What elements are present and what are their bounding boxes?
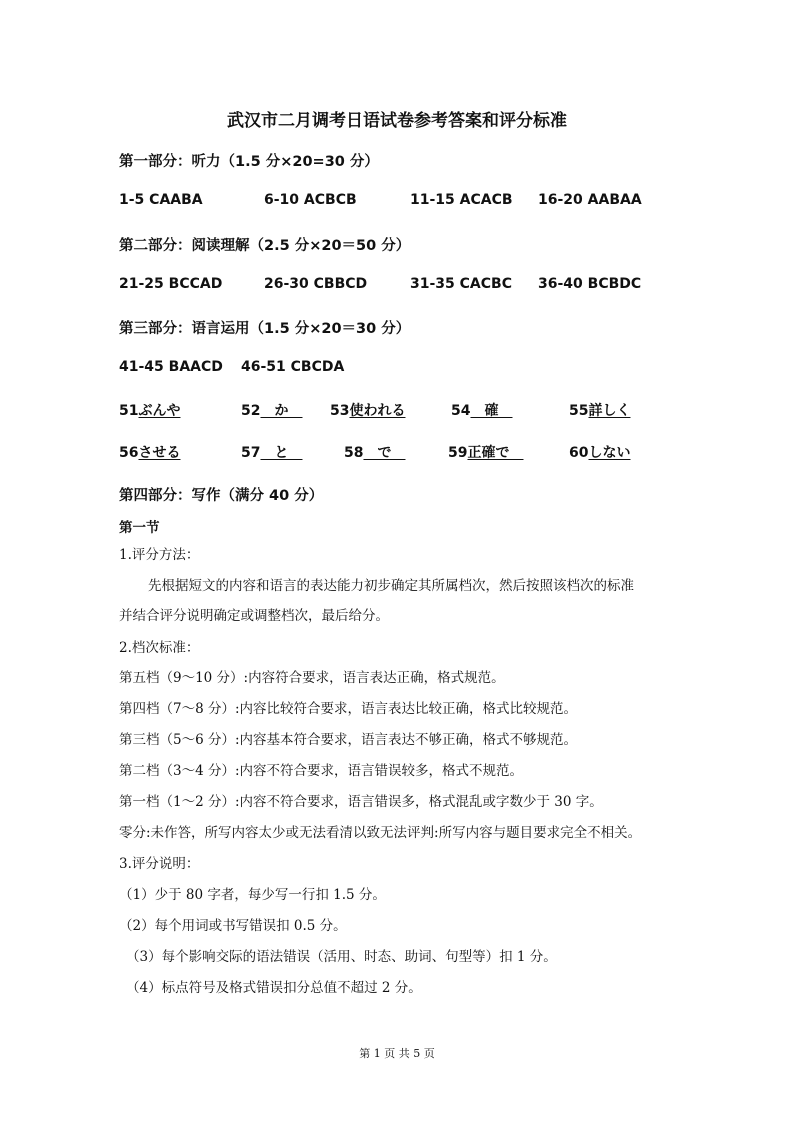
method-text: 并结合评分说明确定或调整档次，最后给分。 (119, 608, 389, 624)
grade-line: 第四档（7～8 分）:内容比较符合要求，语言表达比较正确，格式比较规范。 (119, 701, 578, 717)
fill-answer: 53使われる (330, 403, 406, 419)
answer-group: 1-5 CAABA (119, 192, 203, 208)
grade-line: 第二档（3～4 分）:内容不符合要求，语言错误较多，格式不规范。 (119, 763, 524, 779)
section-heading: 第一节 (119, 520, 160, 536)
method-title: 1.评分方法： (119, 547, 200, 563)
answer-group: 11-15 ACACB (410, 192, 513, 208)
fill-answer: 52 か (241, 403, 303, 419)
answer-group: 46-51 CBCDA (241, 359, 345, 375)
part1-heading: 第一部分：听力（1.5 分×20=30 分） (119, 154, 379, 170)
answer-group: 26-30 CBBCD (264, 276, 368, 292)
note-line: （3）每个影响交际的语法错误（活用、时态、助词、句型等）扣 1 分。 (126, 949, 557, 965)
page-number: 第 1 页 共 5 页 (359, 1047, 435, 1060)
grade-line: 第五档（9～10 分）:内容符合要求，语言表达正确，格式规范。 (119, 670, 505, 686)
answer-group: 31-35 CACBC (410, 276, 512, 292)
note-line: （2）每个用词或书写错误扣 0.5 分。 (119, 918, 347, 934)
notes-title: 3.评分说明： (119, 856, 200, 872)
grades-title: 2.档次标准： (119, 640, 200, 656)
fill-answer: 60しない (569, 445, 631, 461)
fill-answer: 57 と (241, 445, 303, 461)
note-line: （1）少于 80 字者，每少写一行扣 1.5 分。 (119, 887, 386, 903)
answer-group: 16-20 AABAA (538, 192, 642, 208)
note-line: （4）标点符号及格式错误扣分总值不超过 2 分。 (126, 980, 422, 996)
answer-group: 21-25 BCCAD (119, 276, 223, 292)
part3-heading: 第三部分：语言运用（1.5 分×20＝30 分） (119, 321, 411, 337)
part4-heading: 第四部分：写作（满分 40 分） (119, 488, 324, 504)
part2-heading: 第二部分：阅读理解（2.5 分×20＝50 分） (119, 238, 411, 254)
grade-line: 零分:未作答，所写内容太少或无法看清以致无法评判:所写内容与题目要求完全不相关。 (119, 825, 642, 841)
method-text: 先根据短文的内容和语言的表达能力初步确定其所属档次，然后按照该档次的标准 (148, 578, 634, 594)
grade-line: 第一档（1～2 分）:内容不符合要求，语言错误多，格式混乱或字数少于 30 字。 (119, 794, 603, 810)
answer-group: 41-45 BAACD (119, 359, 223, 375)
fill-answer: 59正確で (448, 445, 524, 461)
grade-line: 第三档（5～6 分）:内容基本符合要求，语言表达不够正确，格式不够规范。 (119, 732, 578, 748)
answer-group: 36-40 BCBDC (538, 276, 642, 292)
fill-answer: 51ぶんや (119, 403, 181, 419)
fill-answer: 54 確 (451, 403, 513, 419)
fill-answer: 56させる (119, 445, 181, 461)
answer-group: 6-10 ACBCB (264, 192, 357, 208)
fill-answer: 58 で (344, 445, 406, 461)
fill-answer: 55詳しく (569, 403, 631, 419)
page-title: 武汉市二月调考日语试卷参考答案和评分标准 (227, 111, 567, 131)
